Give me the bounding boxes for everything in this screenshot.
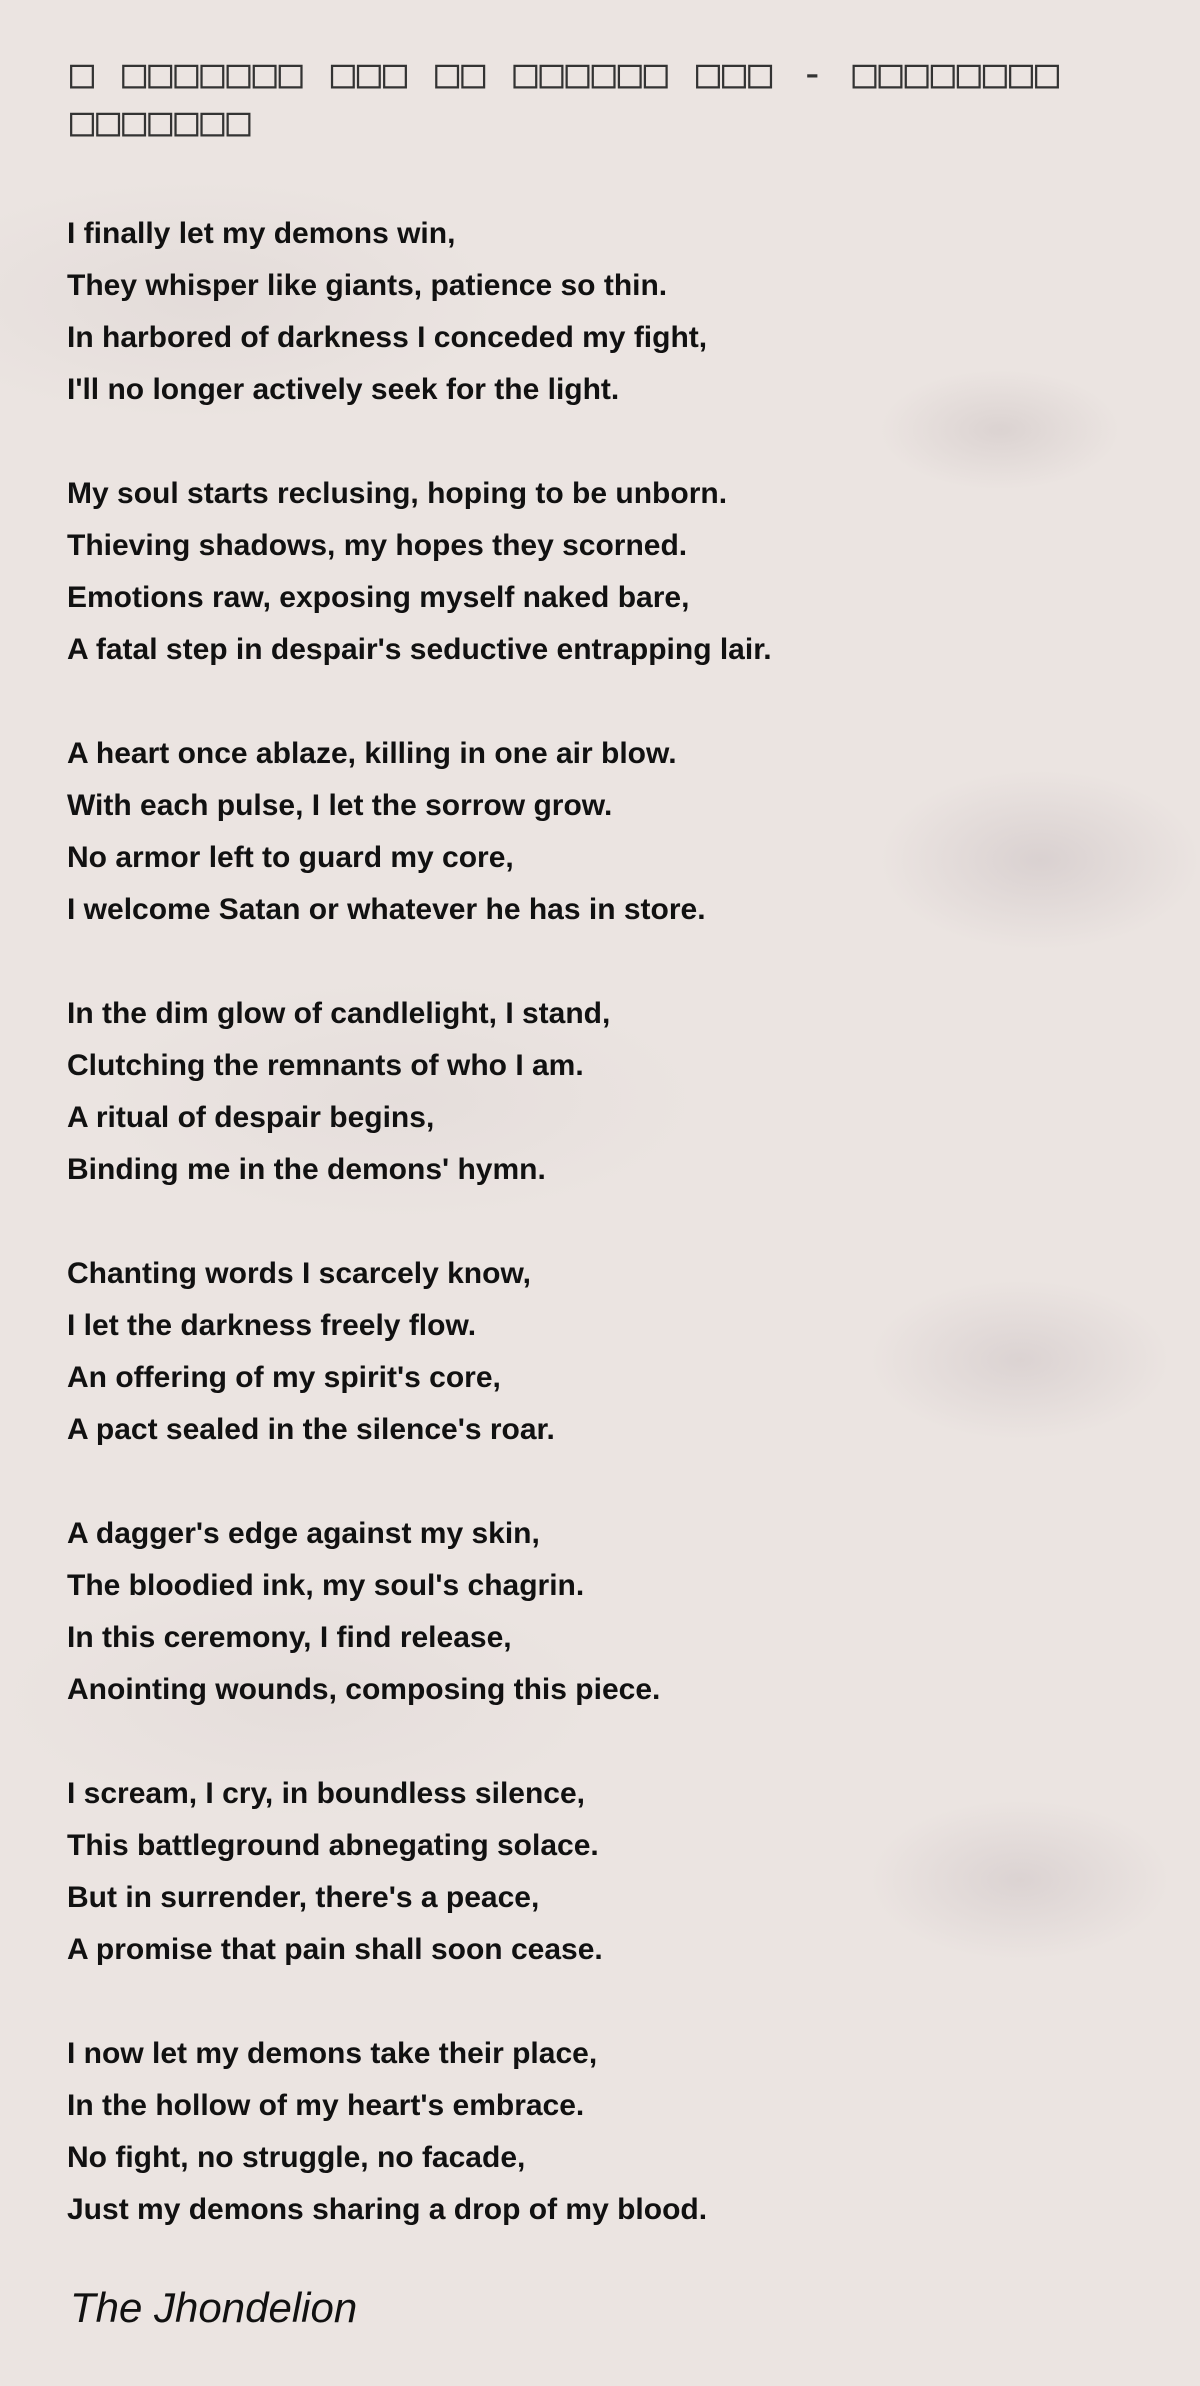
- poem-line: This battleground abnegating solace.: [67, 1829, 599, 1862]
- stanza-5: [67, 1248, 1127, 1456]
- poem-line: But in surrender, there's a peace,: [67, 1881, 540, 1914]
- poem-line: I'll no longer actively seek for the light.: [67, 373, 620, 406]
- poem-line: A ritual of despair begins,: [67, 1101, 435, 1134]
- stanza-6: [67, 1508, 1127, 1716]
- poem-line: Just my demons sharing a drop of my blood.: [67, 2193, 708, 2226]
- poem-line: In harbored of darkness I conceded my fight,: [67, 321, 708, 354]
- poem-line: No armor left to guard my core,: [67, 841, 514, 874]
- poem-line: I let the darkness freely flow.: [67, 1309, 477, 1342]
- poem-line: Emotions raw, exposing myself naked bare,: [67, 581, 690, 614]
- poem-line: In the dim glow of candlelight, I stand,: [67, 997, 611, 1030]
- stanza-8: [67, 2028, 1127, 2236]
- stanza-2: [67, 468, 1127, 676]
- poem-line: A fatal step in despair's seductive entrapping lair.: [67, 633, 772, 666]
- poem-line: Thieving shadows, my hopes they scorned.: [67, 529, 688, 562]
- poem-line: An offering of my spirit's core,: [67, 1361, 501, 1394]
- poem-line: I finally let my demons win,: [67, 217, 456, 250]
- poem-line: A heart once ablaze, killing in one air blow.: [67, 737, 677, 770]
- poem-line: A promise that pain shall soon cease.: [67, 1933, 603, 1966]
- poem-line: My soul starts reclusing, hoping to be unborn.: [67, 477, 728, 510]
- poem-line: No fight, no struggle, no facade,: [67, 2141, 526, 2174]
- stanza-3: [67, 728, 1127, 936]
- poem-author: The Jhondelion: [70, 2284, 358, 2331]
- poem-line: Binding me in the demons' hymn.: [67, 1153, 546, 1186]
- poem-line: The bloodied ink, my soul's chagrin.: [67, 1569, 585, 1602]
- poem-line: Anointing wounds, composing this piece.: [67, 1673, 661, 1706]
- poem-line: Chanting words I scarcely know,: [67, 1257, 532, 1290]
- poem-line: Clutching the remnants of who I am.: [67, 1049, 584, 1082]
- poem-line: I welcome Satan or whatever he has in store.: [67, 893, 706, 926]
- poem-line: A pact sealed in the silence's roar.: [67, 1413, 555, 1446]
- poem-line: In this ceremony, I find release,: [67, 1621, 512, 1654]
- stanza-1: [67, 208, 1127, 416]
- poem-title: □ □□□□□□□ □□□ □□ □□□□□□ □□□ - □□□□□□□□ □□□□□□□: [70, 51, 1088, 145]
- poem-body: [67, 208, 1127, 2288]
- poem-line: I now let my demons take their place,: [67, 2037, 598, 2070]
- poem-line: With each pulse, I let the sorrow grow.: [67, 789, 613, 822]
- poem-line: A dagger's edge against my skin,: [67, 1517, 540, 1550]
- stanza-4: [67, 988, 1127, 1196]
- poem-line: In the hollow of my heart's embrace.: [67, 2089, 585, 2122]
- stanza-7: [67, 1768, 1127, 1976]
- poem-line: I scream, I cry, in boundless silence,: [67, 1777, 585, 1810]
- poem-line: They whisper like giants, patience so thin.: [67, 269, 668, 302]
